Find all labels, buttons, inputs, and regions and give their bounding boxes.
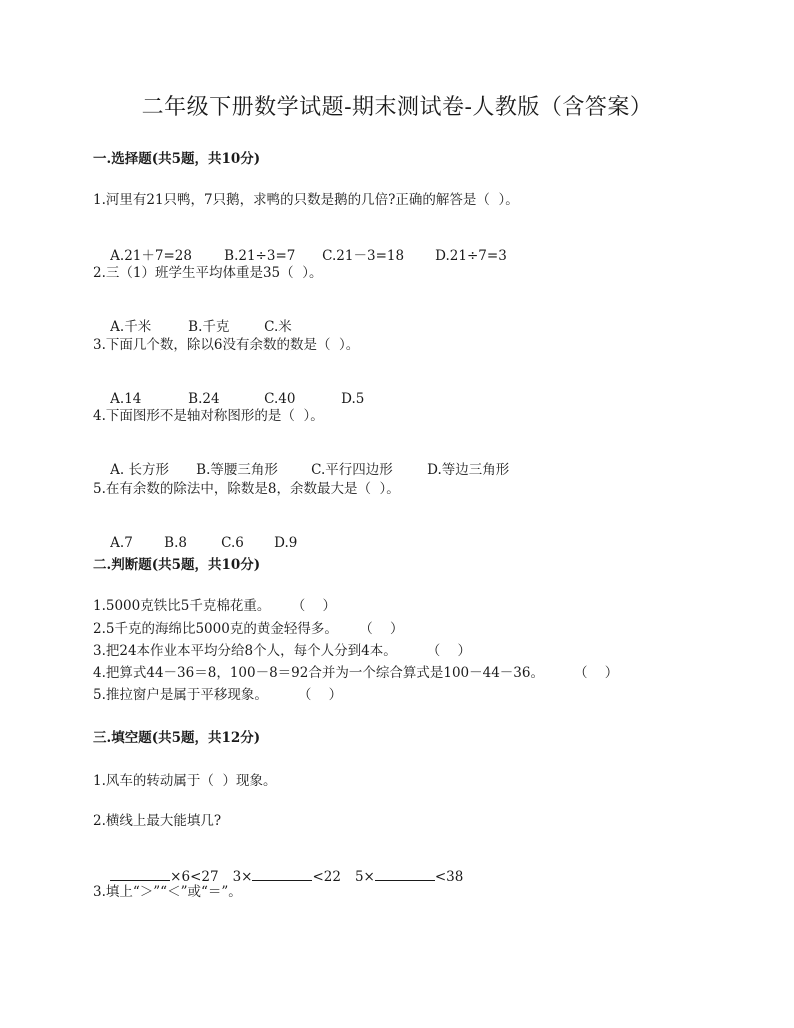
option-b: B.8 — [164, 535, 187, 551]
fill-text-2: 3× — [232, 869, 253, 885]
option-c: C.米 — [264, 319, 292, 335]
fill-text-5: <38 — [434, 869, 464, 885]
fill-text-3: <22 — [312, 869, 341, 885]
choice-question-5: 5.在有余数的除法中，除数是8，余数最大是（ ）。 — [93, 481, 400, 497]
answer-blank-2[interactable] — [252, 867, 312, 881]
option-a: A. 长方形 — [110, 462, 170, 478]
option-c: C.6 — [221, 535, 244, 551]
option-a: A.21＋7=28 — [110, 248, 192, 264]
option-d: D.9 — [274, 535, 298, 551]
judge-item-5: 5.推拉窗户是属于平移现象。 （ ） — [93, 687, 343, 703]
choice-question-4: 4.下面图形不是轴对称图形的是（ ）。 — [93, 408, 324, 424]
judge-item-1: 1.5000克铁比5千克棉花重。 （ ） — [93, 598, 336, 614]
option-d: D.5 — [341, 391, 365, 407]
option-d: D.21÷7=3 — [435, 248, 507, 264]
fill-question-2: 2.横线上最大能填几? — [93, 813, 222, 829]
section-heading-choice: 一.选择题(共5题，共10分) — [93, 151, 261, 167]
choice-question-1: 1.河里有21只鸭，7只鹅，求鸭的只数是鹅的几倍?正确的解答是（ ）。 — [93, 192, 519, 208]
option-c: C.40 — [264, 391, 296, 407]
choice-question-3: 3.下面几个数，除以6没有余数的数是（ ）。 — [93, 337, 360, 353]
option-b: B.21÷3=7 — [224, 248, 296, 264]
fill-text-1: ×6<27 — [170, 869, 219, 885]
answer-blank-1[interactable] — [110, 867, 170, 881]
option-b: B.24 — [188, 391, 220, 407]
option-c: C.平行四边形 — [311, 462, 393, 478]
option-b: B.千克 — [188, 319, 230, 335]
option-d: D.等边三角形 — [427, 462, 510, 478]
fill-question-3: 3.填上“＞”“＜”或“＝”。 — [93, 884, 242, 900]
judge-item-4: 4.把算式44－36＝8，100－8＝92合并为一个综合算式是100－44－36。 （ ） — [93, 665, 619, 681]
option-a: A.千米 — [110, 319, 152, 335]
judge-item-2: 2.5千克的海绵比5000克的黄金轻得多。 （ ） — [93, 621, 404, 637]
option-b: B.等腰三角形 — [196, 462, 278, 478]
section-heading-fill: 三.填空题(共5题，共12分) — [93, 730, 261, 746]
option-a: A.14 — [110, 391, 142, 407]
page-title: 二年级下册数学试题-期末测试卷-人教版（含答案） — [141, 95, 653, 120]
fill-text-4: 5× — [354, 869, 375, 885]
option-c: C.21－3=18 — [322, 248, 405, 264]
option-a: A.7 — [110, 535, 133, 551]
choice-question-2: 2.三（1）班学生平均体重是35（ ）。 — [93, 265, 323, 281]
fill-question-1: 1.风车的转动属于（ ）现象。 — [93, 773, 277, 789]
answer-blank-3[interactable] — [375, 867, 435, 881]
judge-item-3: 3.把24本作业本平均分给8个人，每个人分到4本。 （ ） — [93, 643, 471, 659]
section-heading-judge: 二.判断题(共5题，共10分) — [93, 557, 261, 573]
